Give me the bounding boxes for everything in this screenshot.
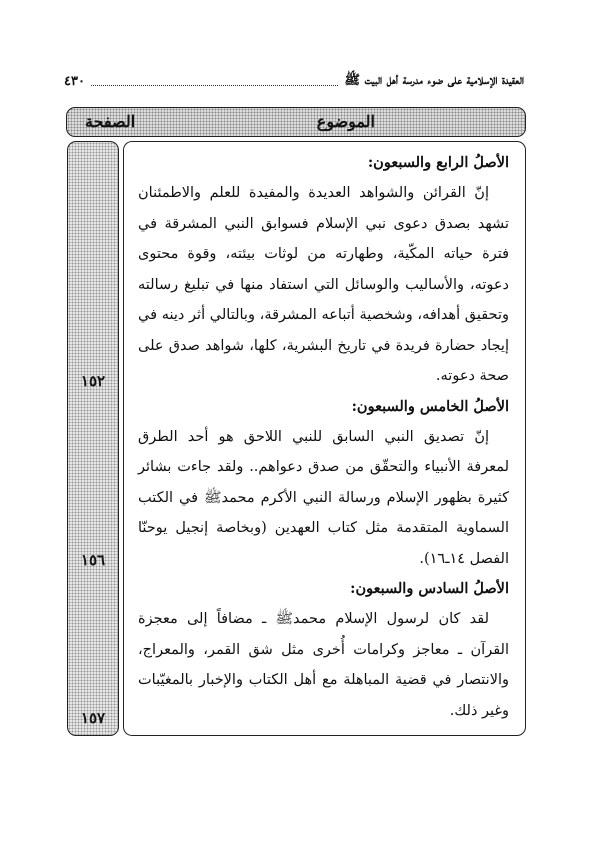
section-title-1: الأصلُ الرابع والسبعون: — [367, 154, 509, 171]
dotted-leader — [91, 76, 338, 86]
section-title-3: الأصلُ السادس والسبعون: — [350, 580, 509, 597]
page-ref-section-2: ١٥٦ — [80, 551, 106, 569]
section-text-2: إنّ تصديق النبي السابق للنبي اللاحق هو أحد الطرق لمعرفة الأنبياء والتحقّق من صدق دعواهم.. ولقد جاءت بشائر كثيرة بظهور الإسلام ورسالة النبي الأكرم محمدﷺ في الكتب السماوية المتقدمة مثل كتاب العهدين (وبخاصة إنجيل يوحنّا الفصل ١٤ـ١٦). — [138, 428, 509, 567]
topic-content — [138, 148, 509, 726]
running-head — [64, 70, 524, 92]
section-text-1: إنّ القرائن والشواهد العديدة والمفيدة للعلم والاطمئنان تشهد بصدق دعوى نبي الإسلام فسوابق النبي المشرقة في فترة حياته المكّية، وطهارته من لوثات بيئته، وقوة محتوى دعوته، والأساليب والوسائل التي استفاد منها في تبليغ رسالته وتحقيق أهدافه، وشخصية أتباعه المشرقة، وبالتالي أثر دينه في إيجاد حضارة فريدة في تاريخ البشرية، كلها، شواهد صدق على صحة دعوته. — [138, 185, 509, 384]
topic-column-label: الموضوع — [316, 112, 375, 131]
page-number: ٤٣٠ — [64, 73, 85, 89]
page-column-label: الصفحة — [85, 112, 136, 131]
section-text-3: لقد كان لرسول الإسلام محمدﷺ ـ مضافاً إلى معجزة القرآن ـ معاجز وكرامات أُخرى مثل شق القمر، والمعراج، والانتصار في قضية المباهلة مع أهل الكتاب والإخبار بالمغيّبات وغير ذلك. — [138, 611, 509, 719]
section-title-2: الأصلُ الخامس والسبعون: — [351, 397, 509, 415]
page-ref-section-3: ١٥٧ — [80, 709, 106, 727]
topic-content-box — [123, 141, 526, 736]
book-title: العقيدة الإسلامية على ضوء مدرسة أهل البيت ﷺ — [344, 72, 524, 88]
table-header — [66, 107, 526, 137]
page-ref-section-1: ١٥٢ — [80, 372, 106, 390]
page-reference-column — [67, 141, 119, 736]
